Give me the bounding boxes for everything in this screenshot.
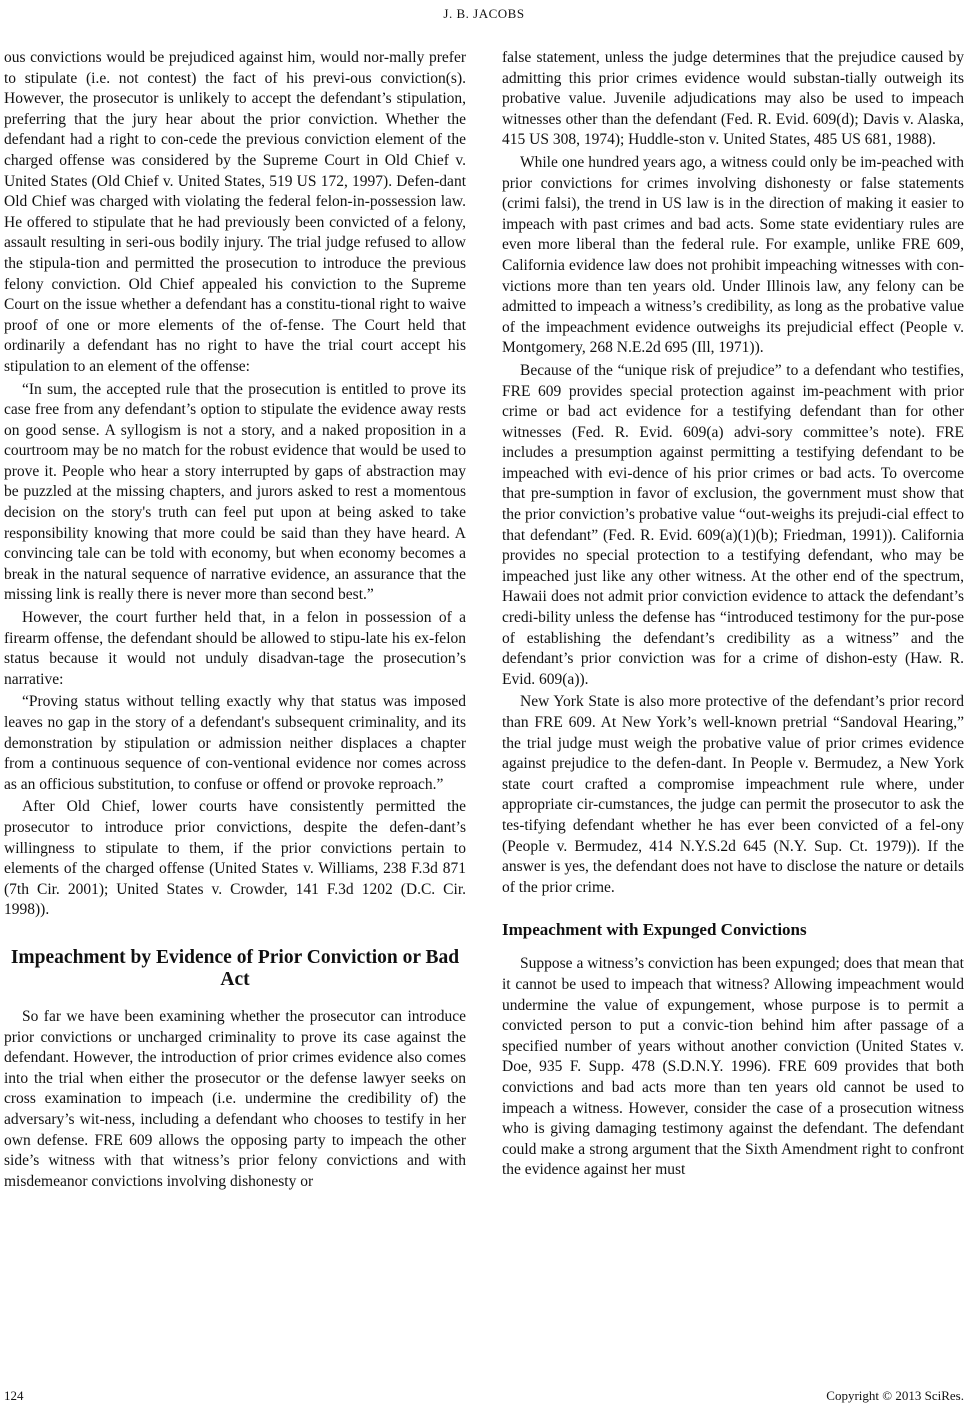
block-quote-paragraph: “Proving status without telling exactly why that status was imposed leaves no gap in the story of a defendant's subsequent criminality, and its demonstration by stipulation or admission neither displaces a chapter from a continuous sequence of con-ventional evidence nor comes across as an officious substitution, to confuse or offend or provoke reproach.” <box>4 693 466 793</box>
section-heading: Impeachment by Evidence of Prior Conviction or Bad Act <box>10 946 460 990</box>
copyright-notice: Copyright © 2013 SciRes. <box>826 1388 964 1403</box>
paragraph: ous convictions would be prejudiced against him, would nor-mally prefer to stipulate (i.e. not contest) the fact of his previ-ous conviction(s). However, the prosecutor is unlikely to accept the defendant’s stipulation, preferring that the jury hear about the prior conviction. Whether the defendant had a right to con-cede the previous conviction element of the charged offense was considered by the Supreme Court in Old Chief v. United States (Old Chief v. United States, 519 US 172, 1997). Defen-dant Old Chief was charged with violating the federal felon-in-possession law. He offered to stipulate that he had previously been convicted of a felony, assault resulting in seri-ous bodily injury. The trial judge refused to allow the stipula-tion and permitted the prosecution to introduce the previous felony conviction. Old Chief appealed his conviction to the Supreme Court on the issue whether a defendant has a constitu-tional right to waive proof of one or more elements of the of-fense. The Court held that ordinarily a defendant has no right to have the trial court accept his stipulation to an element of the offense: <box>4 49 466 375</box>
paragraph: New York State is also more protective of the defendant’s prior record than FRE 609. At New York’s well-known pretrial “Sandoval Hearing,” the trial judge must weigh the probative value of prior crimes evidence against prejudice to the defen-dant. In People v. Bermudez, a New York state court crafted a compromise impeachment rule where, under appropriate cir-cumstances, the judge can permit the prosecutor to ask the tes-tifying defendant whether he has ever been convicted of a fel-ony (People v. Bermudez, 414 N.Y.S.2d 645 (N.Y. Sup. Ct. 1979)). If the answer is yes, the defendant does not have to disclose the nature or details of the prior crime. <box>502 693 964 896</box>
paragraph: However, the court further held that, in a felon in possession of a firearm offense, the defendant should be allowed to stipu-late his ex-felon status because it would not unduly disadvan-tage the prosecution’s narrative: <box>4 609 466 688</box>
left-column <box>4 48 466 1192</box>
paragraph: Because of the “unique risk of prejudice” to a defendant who testifies, FRE 609 provides special protection against im-peachment with prior crime or bad act evidence for a testifying defendant than for other witnesses (Fed. R. Evid. 609(a) advi-sory committee’s note). FRE includes a presumption against permitting a testifying defendant to be impeached with evi-dence of his prior crimes or bad acts. To overcome that pre-sumption in favor of exclusion, the government must show that the prior conviction’s probative value “out-weighs its prejudi-cial effect to that defendant” (Fed. R. Evid. 609(a)(1)(b); Friedman, 1991)). California provides no special protection to a testifying defendant, who may be impeached just like any other witness. At the other end of the spectrum, Hawaii does not admit prior conviction evidence to attack the defendant’s credi-bility unless the defense has “introduced testimony for the pur-pose of establishing the defendant’s credibility as a witness” and the defendant’s prior conviction was for a crime of dishon-esty (Haw. R. Evid. 609(a)). <box>502 361 964 688</box>
paragraph: Suppose a witness’s conviction has been expunged; does that mean that it cannot be used to impeach that witness? Allowing impeachment would undermine the value of expungement, whose purpose is to permit a convicted person to put a convic-tion behind him after passage of a specified number of years without another conviction (United States v. Doe, 935 F. Supp. 478 (S.D.N.Y. 1996). FRE 609 provides that both convictions and bad acts more than ten years old cannot be used to impeach a witness. However, consider the case of a prosecution witness who is giving damaging testimony against the defendant. The defendant could make a strong argument that the Sixth Amendment right to confront the evidence against her must <box>502 955 964 1179</box>
right-column <box>502 48 964 1181</box>
block-quote-paragraph: “In sum, the accepted rule that the prosecution is entitled to prove its case free from any defendant’s option to stipulate the evidence away rests on good sense. A syllogism is not a story, and a naked proposition in a courtroom may be no match for the robust evidence that would be used to prove it. People who hear a story interrupted by gaps of abstraction may be puzzled at the missing chapters, and jurors asked to rest a momentous decision on the story's truth can feel put upon at being asked to take responsibility knowing that more could be said than they have heard. A convincing tale can be told with economy, but when economy becomes a break in the natural sequence of narrative evidence, an assurance that the missing link is really there is never more than second best.” <box>4 380 466 604</box>
paragraph: After Old Chief, lower courts have consistently permitted the prosecutor to introduce prior convictions, despite the defen-dant’s willingness to stipulate to them, if the prior convictions pertain to elements of the charged offense (United States v. Williams, 238 F.3d 871 (7th Cir. 2001); United States v. Crowder, 141 F.3d 1202 (D.C. Cir. 1998)). <box>4 798 466 919</box>
paragraph: So far we have been examining whether the prosecutor can introduce prior convictions or uncharged criminality to prove its case against the defendant. However, the introduction of prior crimes evidence also comes into the trial when either the prosecutor or the defense lawyer seeks on cross examination to impeach (i.e. undermine the credibility of) the adversary’s wit-ness, including a defendant who chooses to testify in her own defense. FRE 609 allows the opposing party to impeach the other side’s witness with that witness’s prior felony convictions and with misdemeanor convictions involving dishonesty or <box>4 1007 466 1190</box>
page-number: 124 <box>4 1388 24 1403</box>
paragraph: While one hundred years ago, a witness could only be im-peached with prior convictions for crimes involving dishonesty or false statements (crimi falsi), the trend in US law is in the direction of making it easier to impeach with past crimes and bad acts. Some state evidentiary rules are even more liberal than the federal rule. For example, unlike FRE 609, California evidence law does not prohibit impeaching witnesses with con-victions more than ten years old. Under Illinois law, any felony can be admitted to impeach a witness’s credibility, as long as the probative value of the impeachment evidence outweighs its prejudicial effect (People v. Montgomery, 268 N.E.2d 695 (Ill, 1971)). <box>502 153 964 357</box>
running-header: J. B. JACOBS <box>443 6 525 21</box>
paragraph: false statement, unless the judge determines that the prejudice caused by admitting this prior crimes evidence would substan-tially outweigh its probative value. Juvenile adjudications may also be used to impeach witnesses other than the defendant (Fed. R. Evid. 609(d); Davis v. Alaska, 415 US 308, 1974); Huddle-ston v. United States, 485 US 681, 1988). <box>502 49 964 149</box>
subsection-heading: Impeachment with Expunged Convictions <box>502 920 807 940</box>
